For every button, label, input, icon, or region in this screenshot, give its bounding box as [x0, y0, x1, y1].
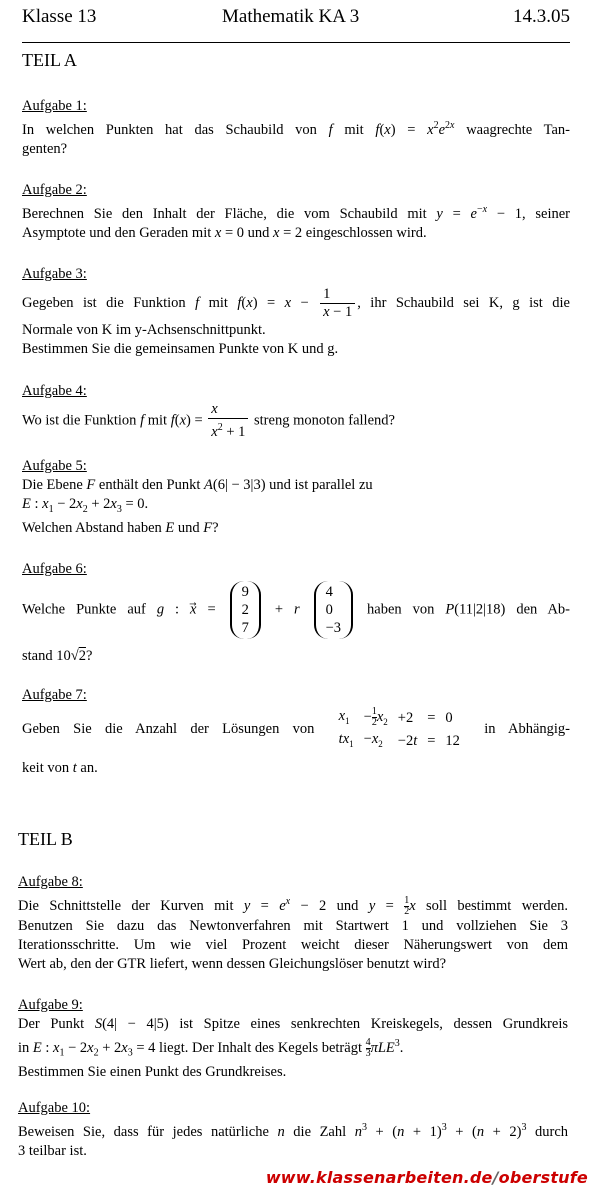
task-3: Aufgabe 3: Gegeben ist die Funktion f mit f(x) = x − $\frac{1}{x - 1}$ , ihr Schaubild sei K, g ist die Normale von K im y-Achsenschnittpunkt. Bestimmen Sie die gemeinsamen Punkte von K und g. [22, 266, 570, 357]
header-date: 14.3.05 [513, 6, 570, 27]
task-1: Aufgabe 1: In welchen Punkten hat das Schaubild von f mit $f(x) = x^2e^{2x}$ waagrechte Tan- genten? [22, 98, 570, 157]
task-6: Aufgabe 6: Welche Punkte auf g : x⃗ = 9 2 7 + r 4 0 −3 haben von P(11|2|18) den Ab- stand 10√2? [22, 561, 571, 664]
header-rule [22, 42, 570, 43]
task-10-title: Aufgabe 10: [18, 1100, 91, 1116]
task-8: Aufgabe 8: Die Schnittstelle der Kurven mit $y = e^x - 2$ und y = $\frac{1}{2}$ x soll bestimmt werden. Benutzen Sie dazu das Newtonverfahren mit Startwert 1 und vollziehen Sie 3 Iterationsschritte. Um wie viel Prozent weicht dieser Näherungswert von dem Wert ab, den der GTR liefert, wenn dessen Gleichungslöser benutzt wird? [18, 874, 568, 972]
task-9-title: Aufgabe 9: [18, 997, 83, 1013]
task-8-title: Aufgabe 8: [18, 874, 83, 890]
task-10: Aufgabe 10: Beweisen Sie, dass für jedes natürliche n die Zahl $n^3 + (n + 1)^3 + (n + 2)^3$ durch 3 teilbar ist. [18, 1100, 569, 1159]
task-2-title: Aufgabe 2: [22, 182, 87, 198]
task-7: Aufgabe 7: Geben Sie die Anzahl der Lösungen von $x_1$ − $\frac{1}{2}$ $x_2$ +2 = 0 $tx_1$ $-x_2$ −2t = 12 in Abhängig- keit von t an. [22, 687, 571, 776]
equation-system: $x_1$ − $\frac{1}{2}$ $x_2$ +2 = 0 $tx_1$ $-x_2$ −2t = 12 [338, 706, 460, 750]
task-5: Aufgabe 5: Die Ebene F enthält den Punkt A(6| − 3|3) und ist parallel zu E : $x_1 - 2x_2 + 2x_3 = 0$. Welchen Abstand haben E und F? [22, 457, 570, 538]
task-2: Aufgabe 2: Berechnen Sie den Inhalt der Fläche, die vom Schaubild mit $y = e^{-x} - 1$, seiner Asymptote und den Geraden mit x = 0 und x = 2 eingeschlossen wird. [22, 182, 570, 241]
task-3-title: Aufgabe 3: [22, 266, 87, 282]
header-subject: Mathematik KA 3 [222, 6, 360, 27]
task-6-title: Aufgabe 6: [22, 561, 87, 577]
footer-section: oberstufe [498, 1168, 588, 1187]
task-9: Aufgabe 9: Der Punkt S(4| − 4|5) ist Spitze eines senkrechten Kreiskegels, dessen Grundkreis in E : $x_1 - 2x_2 + 2x_3 = 4$ liegt. Der Inhalt des Kegels beträgt $\frac{4}{3}$ πLE$^3$. Bestimmen Sie einen Punkt des Grundkreises. [18, 997, 568, 1080]
task-7-title: Aufgabe 7: [22, 687, 87, 703]
footer-slash: / [492, 1168, 499, 1187]
task-1-title: Aufgabe 1: [22, 98, 87, 114]
task-5-title: Aufgabe 5: [22, 458, 87, 474]
footer-watermark[interactable] [266, 1168, 588, 1187]
header-class: Klasse 13 [22, 6, 97, 27]
task-4: Aufgabe 4: Wo ist die Funktion f mit f(x) = $\frac{x}{x^2 + 1}$ streng monoton fallend? [22, 382, 570, 441]
teil-b-heading: TEIL B [18, 829, 73, 849]
teil-a-heading: TEIL A [22, 50, 77, 70]
footer-site: www.klassenarbeiten.de [265, 1168, 493, 1187]
task-4-title: Aufgabe 4: [22, 383, 87, 399]
